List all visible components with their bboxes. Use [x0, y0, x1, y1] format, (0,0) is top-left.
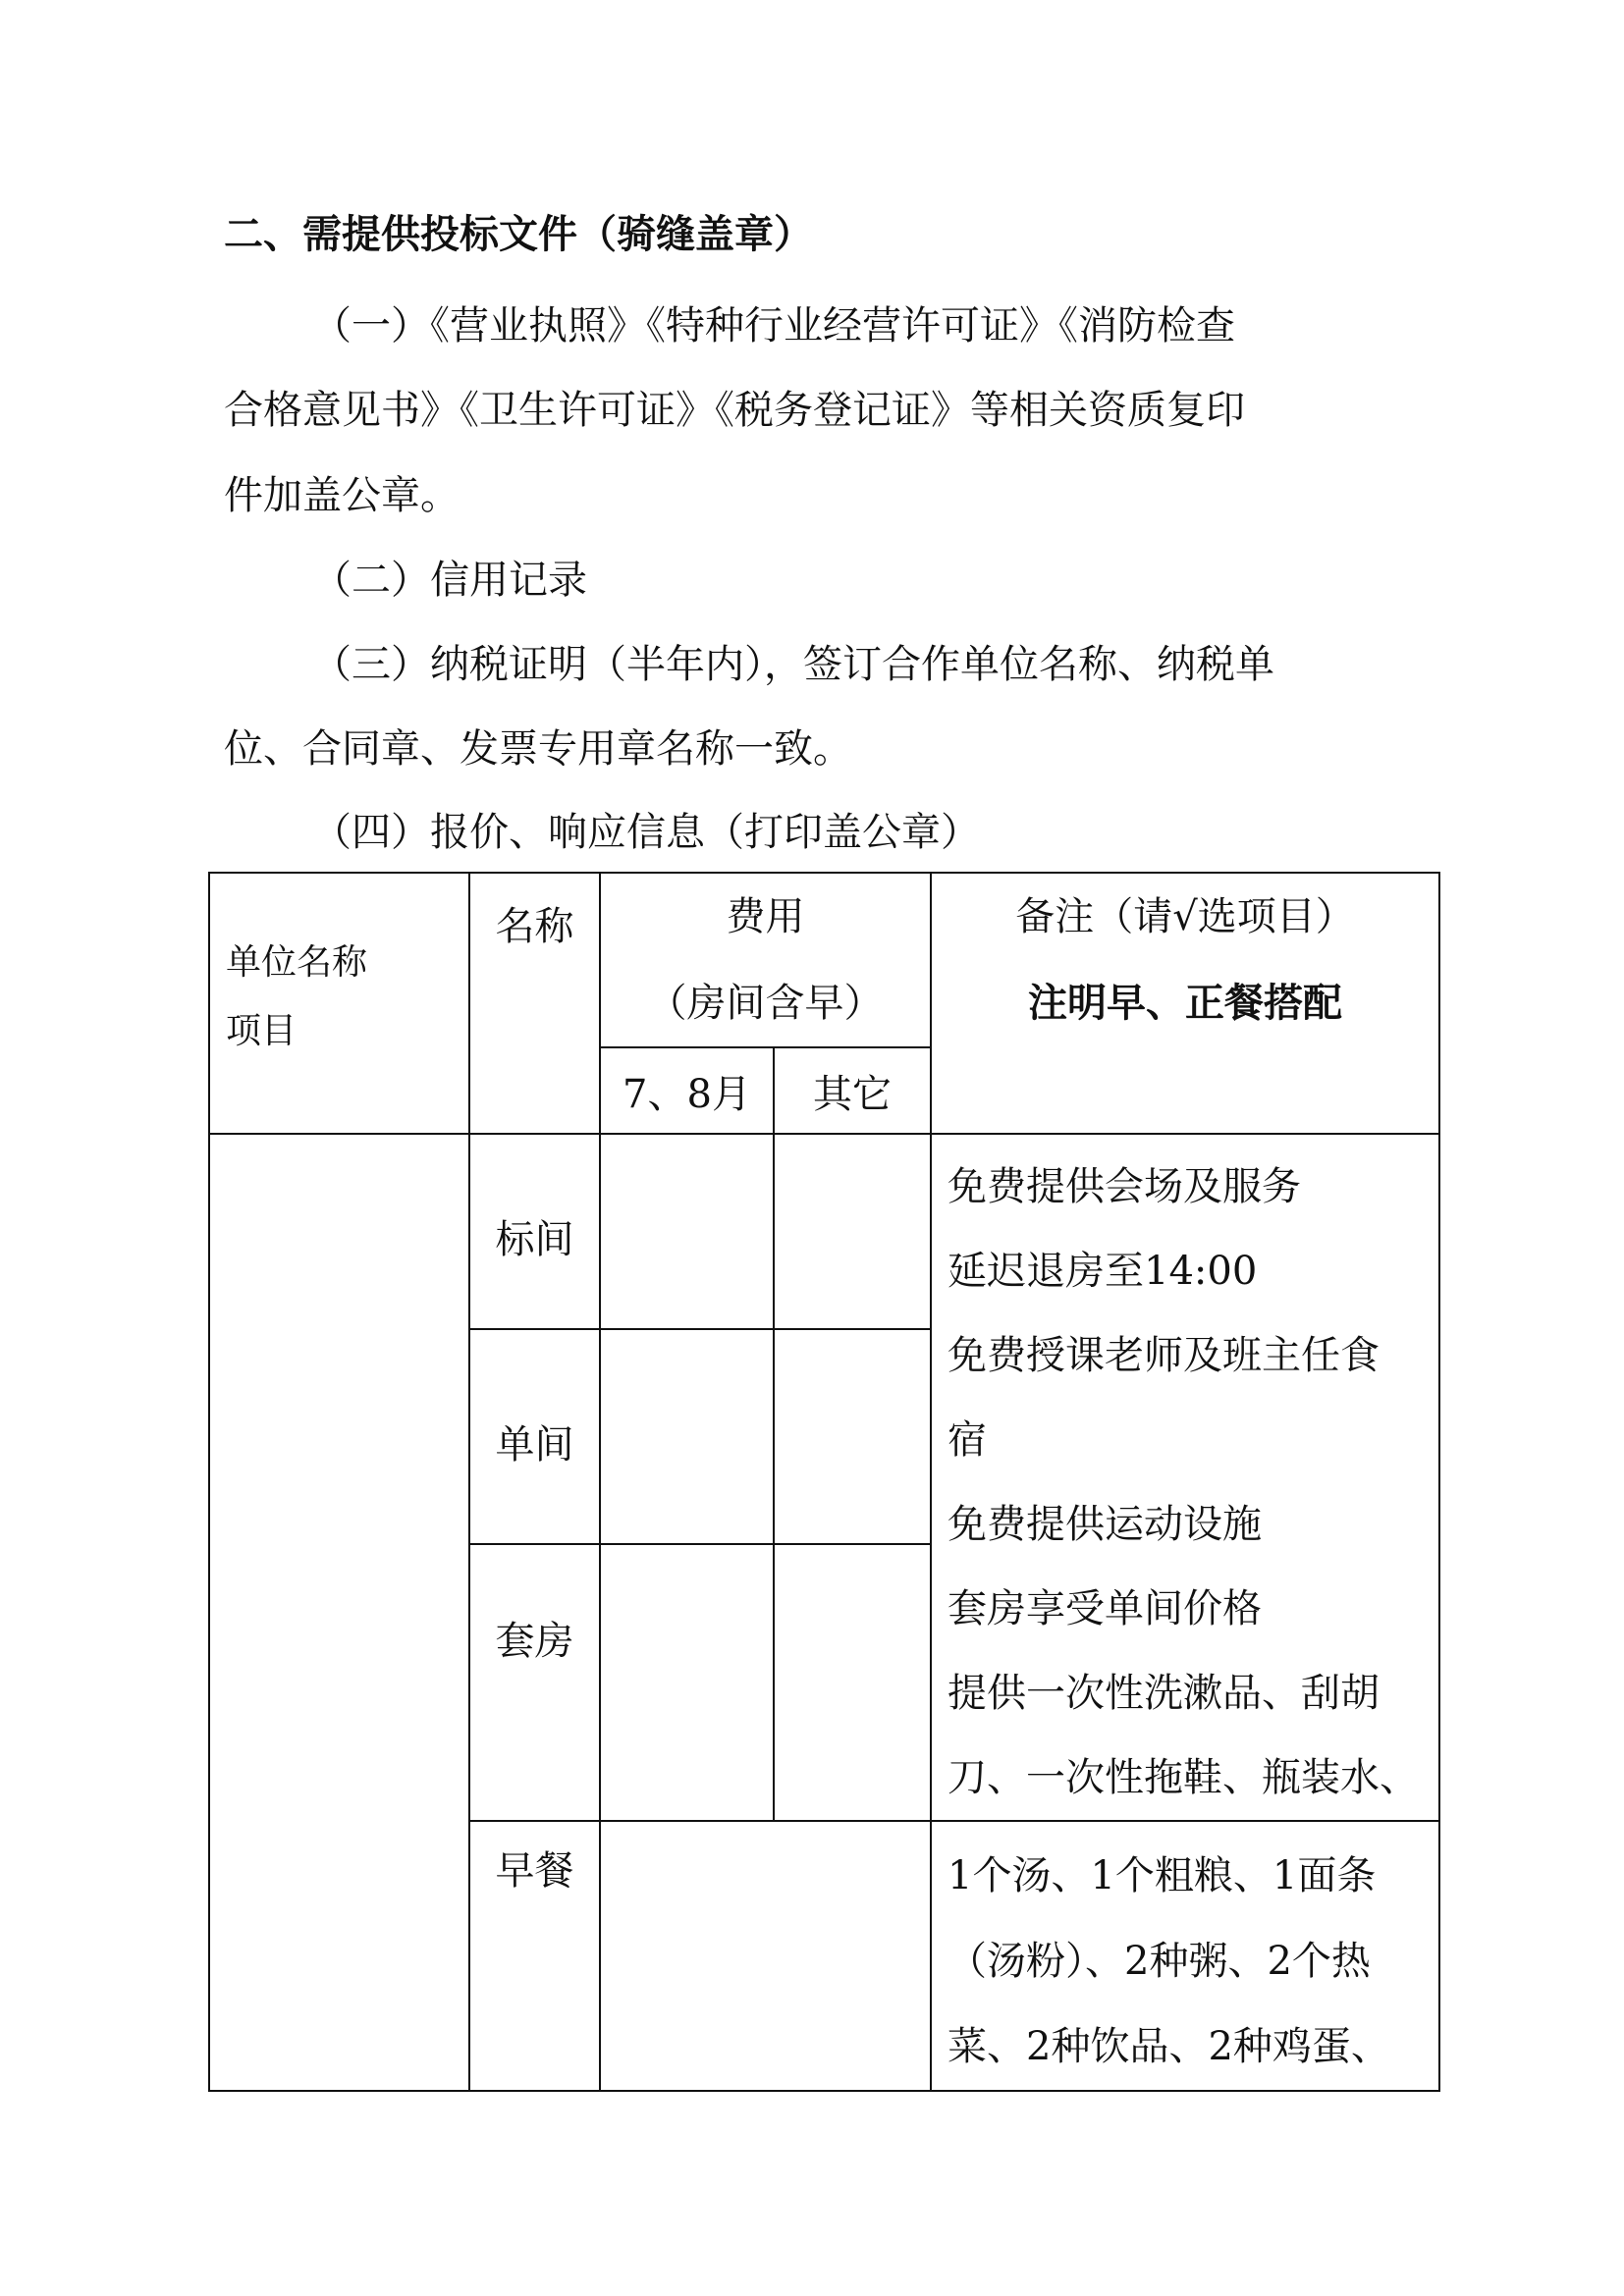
- unit-name-cell[interactable]: [209, 1134, 469, 2091]
- header-month-7-8: 7、8月: [600, 1047, 774, 1134]
- row-label-breakfast: 早餐: [469, 1821, 600, 2091]
- room-note: 套房享受单间价格: [947, 1586, 1262, 1631]
- price-standard-7-8[interactable]: [600, 1134, 774, 1329]
- header-note-sub: 注明早、正餐搭配: [1028, 981, 1342, 1026]
- header-unit-item-cell: [209, 873, 469, 1134]
- room-note: 提供一次性洗漱品、刮胡: [947, 1671, 1380, 1716]
- price-single-7-8[interactable]: [600, 1329, 774, 1544]
- price-standard-other[interactable]: [774, 1134, 931, 1329]
- header-fee: 费用: [726, 894, 805, 939]
- room-note: 宿: [947, 1417, 987, 1463]
- room-note: 免费提供会场及服务: [947, 1164, 1301, 1209]
- room-note: 免费提供运动设施: [947, 1502, 1262, 1547]
- price-breakfast[interactable]: [600, 1821, 931, 2091]
- price-single-other[interactable]: [774, 1329, 931, 1544]
- price-suite-7-8[interactable]: [600, 1544, 774, 1821]
- breakfast-notes-cell: [931, 1821, 1439, 2091]
- breakfast-note: 1个汤、1个粗粮、1面条: [947, 1853, 1377, 1898]
- paragraph-1-line-2: 合格意见书》《卫生许可证》《税务登记证》等相关资质复印: [224, 388, 1245, 433]
- section-title: 二、需提供投标文件（骑缝盖章）: [224, 212, 813, 257]
- room-note: 延迟退房至14:00: [947, 1249, 1258, 1294]
- quotation-table: [208, 872, 1440, 2092]
- room-note: 刀、一次性拖鞋、瓶装水、: [947, 1755, 1419, 1800]
- paragraph-3-line-1: （三）纳税证明（半年内），签订合作单位名称、纳税单: [312, 642, 1274, 687]
- header-item: 项目: [226, 1011, 298, 1051]
- row-label-single: 单间: [469, 1329, 600, 1544]
- paragraph-1-line-1: （一）《营业执照》《特种行业经营许可证》《消防检查: [312, 303, 1235, 348]
- room-notes-cell: [931, 1134, 1439, 1821]
- header-fee-sub: （房间含早）: [647, 981, 884, 1026]
- header-other: 其它: [774, 1047, 931, 1134]
- header-name: 名称: [469, 873, 600, 1134]
- header-unit-name: 单位名称: [226, 942, 368, 983]
- header-note: 备注（请√选项目）: [1015, 894, 1355, 939]
- breakfast-note: 菜、2种饮品、2种鸡蛋、: [947, 2024, 1390, 2069]
- room-note: 免费授课老师及班主任食: [947, 1333, 1380, 1378]
- row-label-suite: 套房: [469, 1544, 600, 1821]
- breakfast-note: （汤粉）、2种粥、2个热: [947, 1939, 1371, 1984]
- header-fee-cell: [600, 873, 931, 1047]
- paragraph-3-line-2: 位、合同章、发票专用章名称一致。: [224, 726, 852, 772]
- paragraph-4: （四）报价、响应信息（打印盖公章）: [312, 810, 980, 855]
- header-note-cell: [931, 873, 1439, 1134]
- paragraph-1-line-3: 件加盖公章。: [224, 473, 460, 518]
- row-label-standard: 标间: [469, 1134, 600, 1329]
- paragraph-2: （二）信用记录: [312, 558, 587, 603]
- price-suite-other[interactable]: [774, 1544, 931, 1821]
